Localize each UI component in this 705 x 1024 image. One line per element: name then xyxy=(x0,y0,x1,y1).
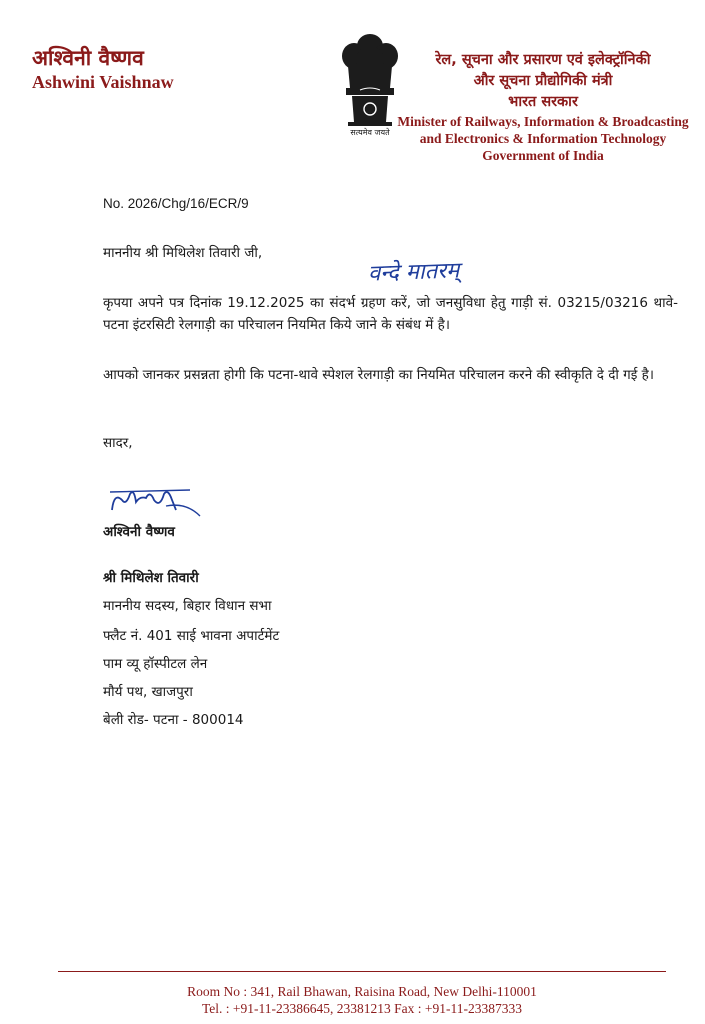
handwritten-greeting: वन्दे मातरम् xyxy=(367,258,460,287)
office-hindi-line-3: भारत सरकार xyxy=(508,94,578,110)
footer-phone: Tel. : +91-11-23386645, 23381213 Fax : +91-11-23387333 xyxy=(201,1001,522,1016)
letter-paragraph-1: कृपया अपने पत्र दिनांक 19.12.2025 का संदर्भ ग्रहण करें, जो जनसुविधा हेतु गाड़ी सं. 03215/03216 थावे-पटना इंटरसिटी रेलगाड़ी का परिचालन नियमित किये जाने के संबंध में है। xyxy=(103,295,678,333)
salutation: माननीय श्री मिथिलेश तिवारी जी, xyxy=(103,245,263,261)
footer-address: Room No : 341, Rail Bhawan, Raisina Road, New Delhi-110001 xyxy=(187,984,537,999)
recipient-line-4: मौर्य पथ, खाजपुरा xyxy=(103,684,193,700)
handwritten-signature xyxy=(106,480,206,524)
minister-name-english: Ashwini Vaishnaw xyxy=(32,72,174,92)
office-hindi-line-1: रेल, सूचना और प्रसारण एवं इलेक्ट्रॉनिकी xyxy=(435,52,651,68)
signer-name: अश्विनी वैष्णव xyxy=(103,524,175,540)
office-english-line-2: and Electronics & Information Technology xyxy=(419,131,667,146)
closing: सादर, xyxy=(103,435,133,451)
emblem-motto: सत्यमेव जयते xyxy=(350,128,390,137)
recipient-line-2: फ्लैट नं. 401 साई भावना अपार्टमेंट xyxy=(103,628,280,644)
letter-paragraph-2: आपको जानकर प्रसन्नता होगी कि पटना-थावे स्पेशल रेलगाड़ी का नियमित परिचालन करने की स्वीकृति दे दी गई है। xyxy=(103,367,654,383)
footer-contact xyxy=(58,983,666,1017)
footer-divider xyxy=(58,971,666,972)
recipient-line-5: बेली रोड- पटना - 800014 xyxy=(103,712,244,728)
office-title-block xyxy=(393,50,693,164)
office-hindi-line-2: और सूचना प्रौद्योगिकी मंत्री xyxy=(473,73,613,89)
recipient-name: श्री मिथिलेश तिवारी xyxy=(103,570,199,586)
recipient-line-1: माननीय सदस्य, बिहार विधान सभा xyxy=(103,598,272,614)
office-english-line-3: Government of India xyxy=(482,148,604,163)
recipient-line-3: पाम व्यू हॉस्पीटल लेन xyxy=(103,656,208,672)
office-english-line-1: Minister of Railways, Information & Broadcasting xyxy=(397,114,689,129)
reference-number: No. 2026/Chg/16/ECR/9 xyxy=(103,196,249,211)
minister-name-hindi: अश्विनी वैष्णव xyxy=(32,46,144,70)
